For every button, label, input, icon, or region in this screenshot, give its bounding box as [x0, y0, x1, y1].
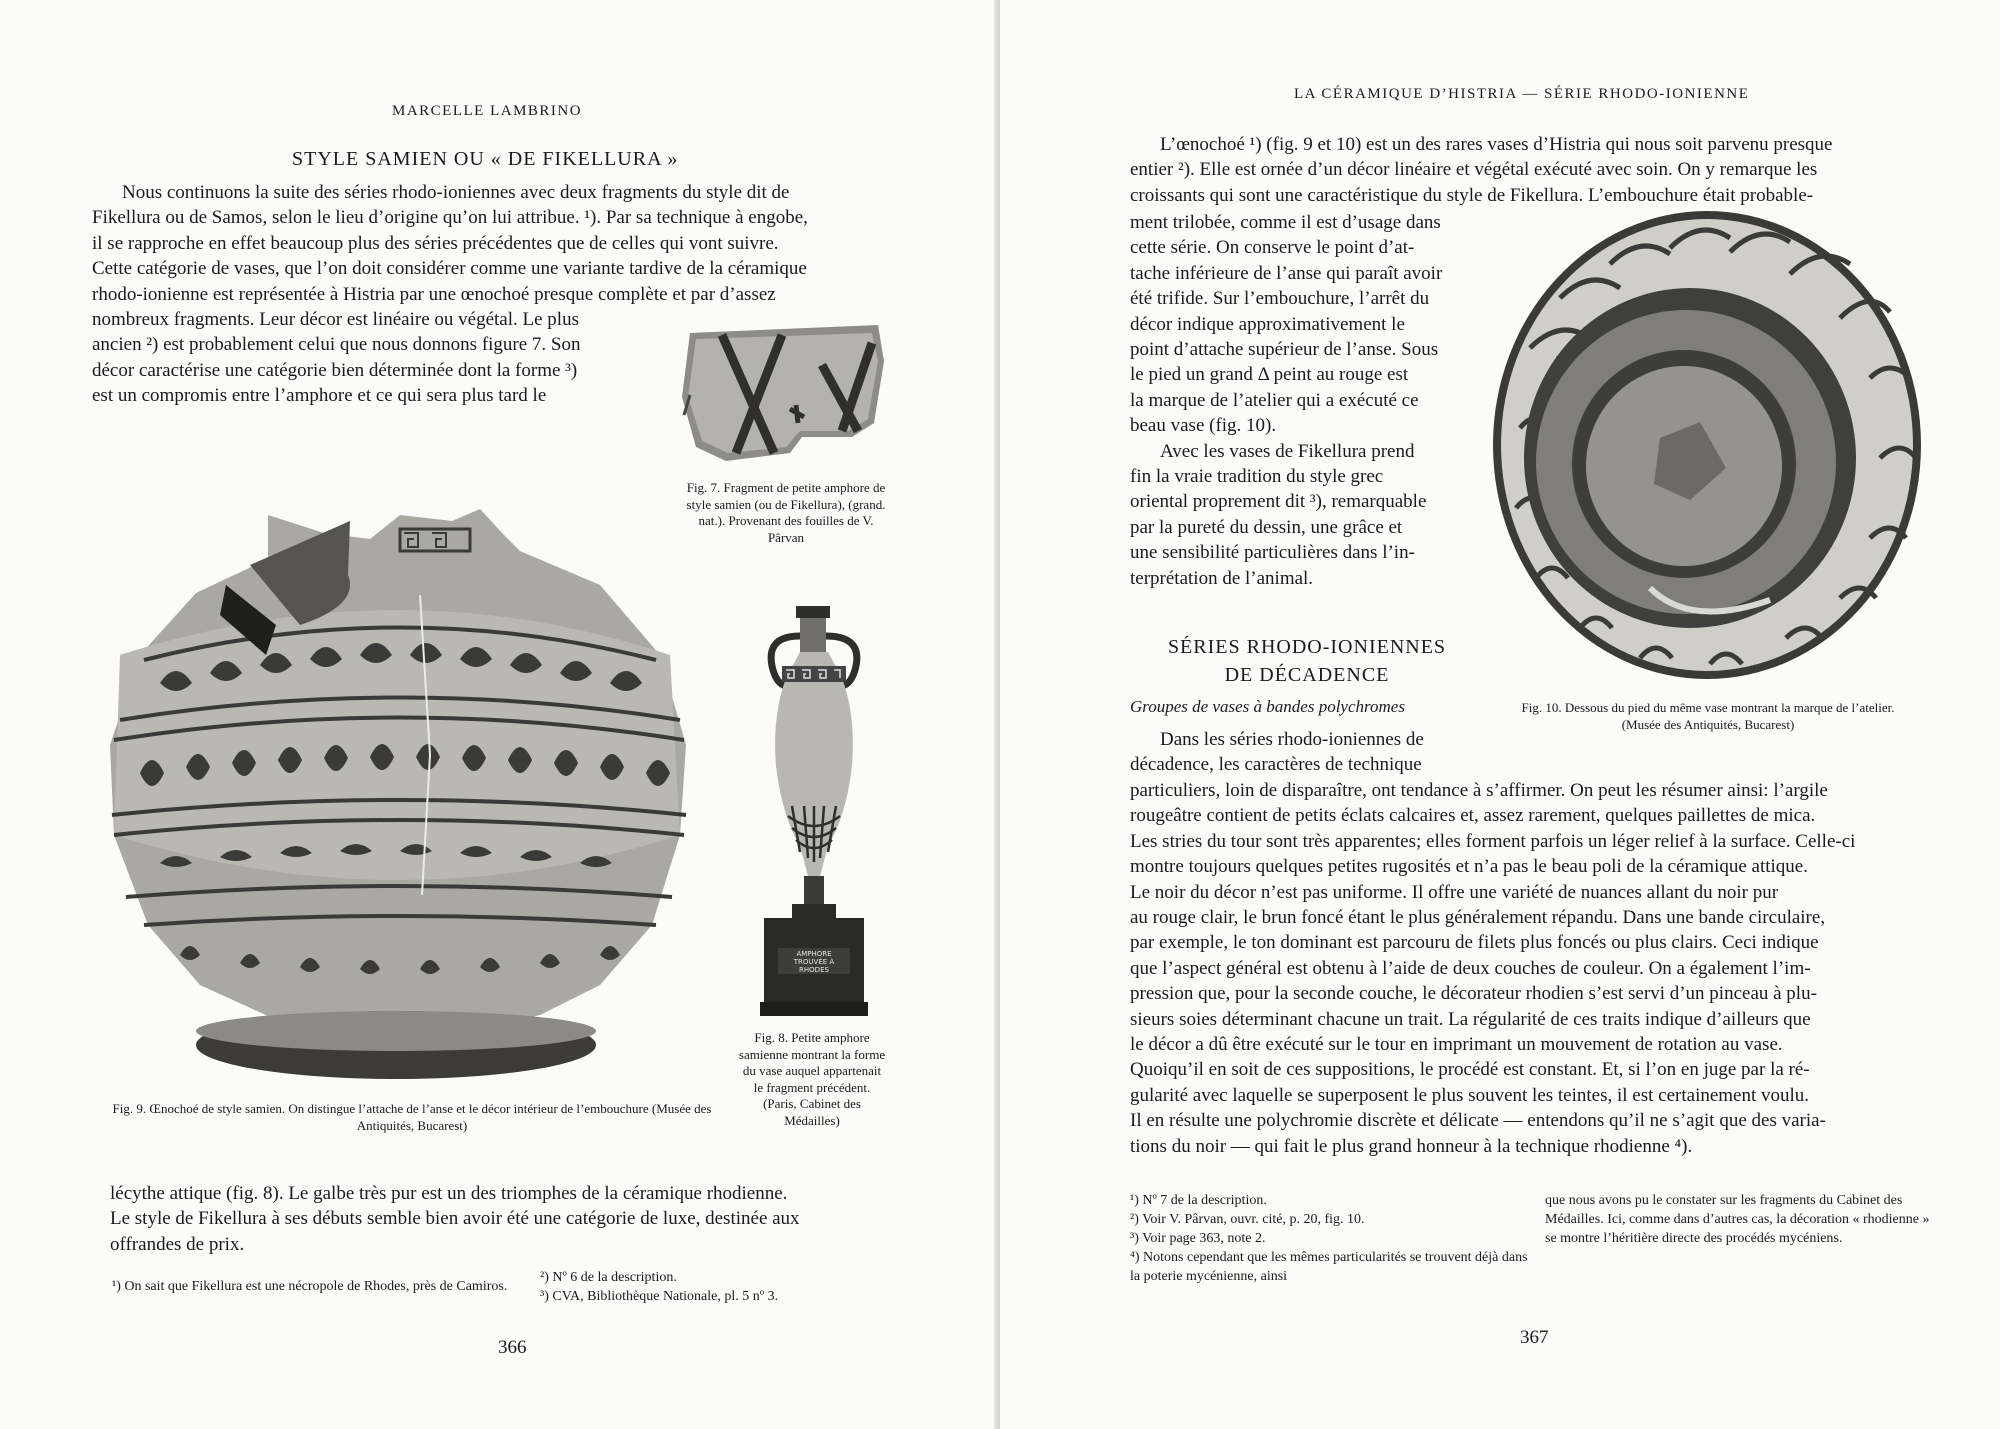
text-line: entier ²). Elle est ornée d’un décor linéaire et végétal exécuté avec soin. On y remarque les [1130, 159, 1818, 181]
text-line: croissants qui sont une caractéristique du style de Fikellura. L’embouchure était probable- [1130, 184, 1814, 206]
text-line: la marque de l’atelier qui a exécuté ce [1130, 389, 1419, 411]
text-line: Il en résulte une polychromie discrète et délicate — entendons qu’il ne s’agit que des varia- [1130, 1110, 1826, 1132]
text-line: Quoiqu’il en soit de ces suppositions, le procédé est constant. Et, si l’on en juge par la ré- [1130, 1059, 1810, 1081]
fig8-base-label: AMPHORE TROUVÉE À RHODES [793, 950, 835, 974]
footnote: ²) Voir V. Pârvan, ouvr. cité, p. 20, fig. 10. [1130, 1212, 1365, 1227]
right-footnotes-col2 [1545, 1191, 1940, 1248]
right-page [1000, 0, 2000, 1429]
right-para1-full [1130, 132, 1939, 208]
text-line: point d’attache supérieur de l’anse. Sous [1130, 339, 1439, 361]
text-line: Les stries du tour sont très apparentes; elles forment parfois un léger relief à la surface. Celle-ci [1130, 830, 1856, 852]
text-line: décadence, les caractères de technique [1130, 754, 1422, 776]
footnote: ¹) Nº 7 de la description. [1130, 1193, 1267, 1208]
text-line: oriental proprement dit ³), remarquable [1130, 491, 1427, 513]
text-line: montre toujours quelques petites rugosités et n’a pas le beau poli de la céramique attique. [1130, 856, 1808, 878]
text-line: Le style de Fikellura à ses débuts semble bien avoir été une catégorie de luxe, destinée aux [110, 1208, 800, 1230]
text-line: au rouge clair, le brun foncé étant le plus généralement répandu. Dans une bande circulaire, [1130, 907, 1826, 929]
left-footnotes-col1 [112, 1277, 512, 1296]
text-line: ancien ²) est probablement celui que nous donnons figure 7. Son [92, 334, 581, 356]
footnote: ²) Nº 6 de la description. [540, 1270, 677, 1285]
text-line: terprétation de l’animal. [1130, 567, 1314, 589]
text-line: Dans les séries rhodo-ioniennes de [1160, 729, 1424, 750]
right-para3-full [1130, 778, 1939, 1159]
text-line: tions du noir — qui fait le plus grand honneur à la technique rhodienne ⁴). [1130, 1135, 1693, 1157]
text-line: pression que, pour la seconde couche, le décorateur rhodien s’est servi d’un pinceau à plu- [1130, 983, 1817, 1005]
fig7-fragment-photo [682, 325, 888, 465]
text-line: tache inférieure de l’anse qui paraît avoir [1130, 262, 1443, 284]
fig8-amphora-photo [752, 606, 876, 1016]
text-line: le pied un grand Δ peint au rouge est [1130, 364, 1409, 386]
text-line: le décor a dû être exécuté sur le tour en imprimant un mouvement de rotation au vase. [1130, 1034, 1783, 1056]
left-para1-full [92, 180, 895, 307]
text-line: une sensibilité particulières dans l’in- [1130, 542, 1415, 564]
left-footnotes-col2 [540, 1268, 900, 1306]
section-title-line: DE DÉCADENCE [1224, 664, 1390, 686]
section-title-line: SÉRIES RHODO-IONIENNES [1167, 636, 1447, 658]
section-title-decadence [1162, 633, 1452, 689]
left-para1-narrow [92, 307, 667, 409]
right-para1-narrow [1130, 210, 1470, 591]
section-title-samian: STYLE SAMIEN OU « DE FIKELLURA » [292, 148, 679, 170]
footnote: ¹) On sait que Fikellura est une nécropole de Rhodes, près de Camiros. [112, 1279, 508, 1294]
text-line: particuliers, loin de disparaître, ont tendance à s’affirmer. On peut les résumer ainsi: l’argile [1130, 780, 1828, 801]
fig10-bowl-photo [1490, 208, 1924, 682]
text-line: été trifide. Sur l’embouchure, l’arrêt du [1130, 288, 1430, 310]
text-line: décor caractérise une catégorie bien déterminée dont la forme ³) [92, 359, 578, 381]
text-line: décor indique approximativement le [1130, 313, 1405, 335]
footnote: ³) CVA, Bibliothèque Nationale, pl. 5 nº 3. [540, 1289, 779, 1304]
text-line: rougeâtre contient de petits éclats calcaires et, assez rarement, quelques paillettes de mica. [1130, 805, 1816, 827]
text-line: Nous continuons la suite des séries rhodo-ioniennes avec deux fragments du style dit de [122, 182, 790, 203]
footnote: ³) Voir page 363, note 2. [1130, 1231, 1266, 1246]
right-para3-narrow [1130, 727, 1470, 778]
text-line: par la pureté du dessin, une grâce et [1130, 516, 1403, 538]
text-line: nombreux fragments. Leur décor est linéaire ou végétal. Le plus [92, 309, 579, 330]
fig8-caption: Fig. 8. Petite amphore samienne montrant la forme du vase auquel appartenait le fragment précédent. (Paris, Cabinet des Médailles) [738, 1030, 886, 1128]
footnote: que nous avons pu le constater sur les fragments du Cabinet des Médailles. Ici, comme dans d’autres cas, la décoration « rhodienne » se montre l’héritière directe des procédés mycéniens. [1545, 1193, 1930, 1246]
text-line: Fikellura ou de Samos, selon le lieu d’origine qu’on lui attribue. ¹). Par sa technique à engobe, [92, 207, 808, 229]
text-line: Cette catégorie de vases, que l’on doit considérer comme une variante tardive de la céramique [92, 258, 807, 280]
fig7-caption: Fig. 7. Fragment de petite amphore de style samien (ou de Fikellura), (grand. nat.). Provenant des fouilles de V. Pârvan [686, 480, 886, 545]
text-line: il se rapproche en effet beaucoup plus des séries précédentes que de celles qui vont suivre. [92, 232, 779, 254]
page-number-left: 366 [498, 1337, 527, 1358]
text-line: lécythe attique (fig. 8). Le galbe très pur est un des triomphes de la céramique rhodienne. [110, 1183, 788, 1204]
text-line: cette série. On conserve le point d’at- [1130, 237, 1415, 259]
text-line: ment trilobée, comme il est d’usage dans [1130, 212, 1441, 233]
text-line: fin la vraie tradition du style grec [1130, 466, 1384, 488]
left-para2 [110, 1181, 910, 1257]
text-line: sieurs soies déterminant chacune un trait. La régularité de ces traits indique d’ailleurs que [1130, 1008, 1811, 1030]
text-line: rhodo-ionienne est représentée à Histria par une œnochoé presque complète et par d’assez [92, 283, 776, 305]
text-line: est un compromis entre l’amphore et ce qui sera plus tard le [92, 385, 547, 407]
running-head-right: LA CÉRAMIQUE D’HISTRIA — SÉRIE RHODO-IONIENNE [1294, 86, 1750, 102]
text-line: que l’aspect général est obtenu à l’aide de deux couches de couleur. On a également l’im- [1130, 957, 1811, 979]
footnote: ⁴) Notons cependant que les mêmes particularités se trouvent déjà dans la poterie mycénienne, ainsi [1130, 1250, 1528, 1284]
fig10-caption: Fig. 10. Dessous du pied du même vase montrant la marque de l’atelier. (Musée des Antiquités, Bucarest) [1521, 700, 1895, 732]
right-footnotes-col1 [1130, 1191, 1530, 1286]
text-line: Avec les vases de Fikellura prend [1160, 440, 1415, 462]
fig9-oenochoe-photo [100, 455, 690, 1080]
text-line: beau vase (fig. 10). [1130, 415, 1277, 437]
fig9-caption: Fig. 9. Œnochoé de style samien. On distingue l’attache de l’anse et le décor intérieur de l’embouchure (Musée des Antiquités, Bucarest) [112, 1101, 712, 1133]
text-line: offrandes de prix. [110, 1233, 245, 1255]
text-line: gularité avec laquelle se superposent le plus souvent les teintes, il est certainement voulu. [1130, 1084, 1810, 1106]
page-number-right: 367 [1520, 1327, 1549, 1348]
text-line: L’œnochoé ¹) (fig. 9 et 10) est un des rares vases d’Histria qui nous soit parvenu presque [1160, 134, 1833, 155]
text-line: par exemple, le ton dominant est parcouru de filets plus foncés ou plus clairs. Ceci indique [1130, 932, 1819, 954]
running-head-left: MARCELLE LAMBRINO [392, 103, 583, 119]
subsection-title: Groupes de vases à bandes polychromes [1130, 697, 1405, 716]
text-line: Le noir du décor n’est pas uniforme. Il offre une variété de nuances allant du noir pur [1130, 881, 1779, 903]
